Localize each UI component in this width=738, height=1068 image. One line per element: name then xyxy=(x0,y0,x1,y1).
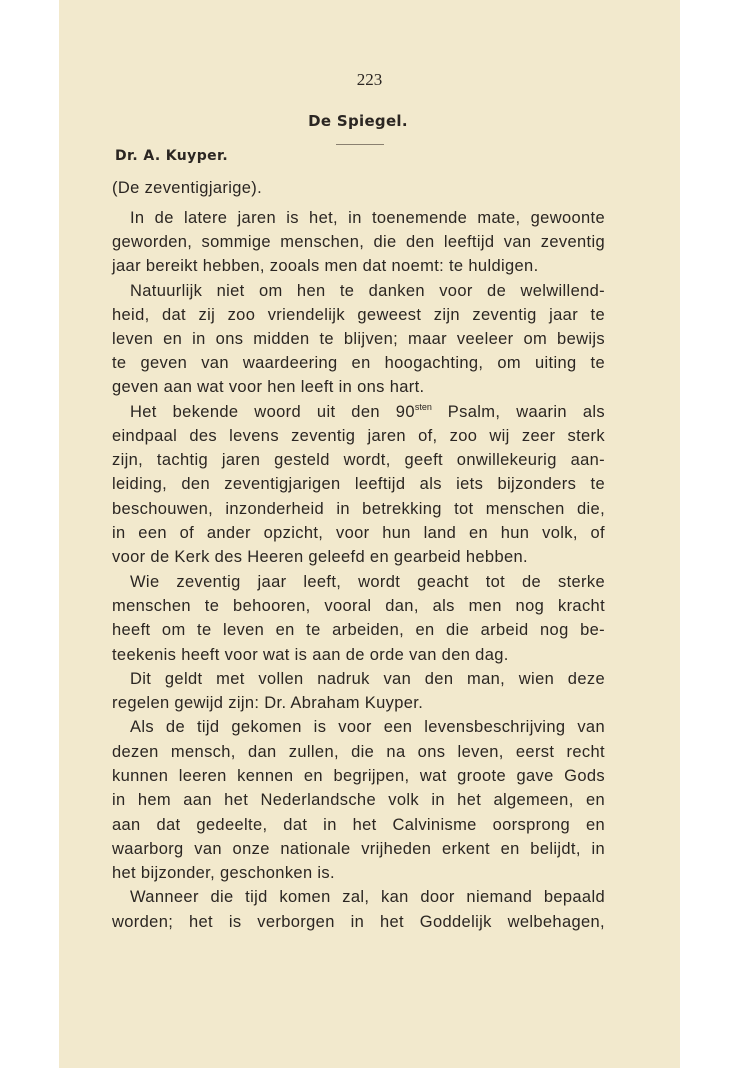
text-line: regelen gewijd zijn: Dr. Abraham Kuyper. xyxy=(112,694,424,712)
text-line: het bijzonder, geschonken is. xyxy=(112,864,335,882)
text-line: menschen te behooren, vooral dan, als men nog kracht xyxy=(112,597,605,615)
text-line: heid, dat zij zoo vriendelijk geweest zijn zeventig jaar te xyxy=(112,306,605,324)
psalm-superscript: sten xyxy=(414,402,432,412)
text-line: leiding, den zeventigjarigen leeftijd als iets bijzonders te xyxy=(112,475,605,493)
subtitle: (De zeventigjarige). xyxy=(112,179,263,197)
text-line: Natuurlijk niet om hen te danken voor de welwillend- xyxy=(130,282,605,300)
text-line: heeft om te leven en te arbeiden, en die arbeid nog be- xyxy=(112,621,605,639)
text-line: geworden, sommige menschen, die den leeftijd van zeventig xyxy=(112,233,605,251)
psalm-text-after: Psalm, waarin als xyxy=(447,403,605,421)
text-line: kunnen leeren kennen en begrijpen, wat groote gave Gods xyxy=(112,767,605,785)
chapter-heading: De Spiegel. xyxy=(308,112,408,130)
text-line: Als de tijd gekomen is voor een levensbeschrijving van xyxy=(130,718,605,736)
text-line: in hem aan het Nederlandsche volk in het algemeen, en xyxy=(112,791,605,809)
text-line: beschouwen, inzonderheid in betrekking tot menschen die, xyxy=(112,500,605,518)
text-line: eindpaal des levens zeventig jaren of, zoo wij zeer sterk xyxy=(112,427,605,445)
text-line: te geven van waardeering en hoogachting, om uiting te xyxy=(112,354,605,372)
text-line: In de latere jaren is het, in toenemende mate, gewoonte xyxy=(130,209,605,227)
text-line: voor de Kerk des Heeren geleefd en gearbeid hebben. xyxy=(112,548,528,566)
text-line: Dit geldt met vollen nadruk van den man, wien deze xyxy=(130,670,605,688)
text-line: leven en in ons midden te blijven; maar veeleer om bewijs xyxy=(112,330,605,348)
heading-divider xyxy=(336,144,384,145)
psalm-text-before: Het bekende woord uit den 90 xyxy=(130,403,415,421)
page-number: 223 xyxy=(356,70,383,89)
text-line: Wie zeventig jaar leeft, wordt geacht tot de sterke xyxy=(130,573,605,591)
text-line: waarborg van onze nationale vrijheden erkent en belijdt, in xyxy=(112,840,605,858)
text-line: Wanneer die tijd komen zal, kan door niemand bepaald xyxy=(130,888,605,906)
text-line: teekenis heeft voor wat is aan de orde van den dag. xyxy=(112,646,509,664)
text-line-psalm xyxy=(130,400,605,424)
text-line: geven aan wat voor hen leeft in ons hart. xyxy=(112,378,425,396)
book-page xyxy=(59,0,680,1068)
text-line: aan dat gedeelte, dat in het Calvinisme oorsprong en xyxy=(112,816,605,834)
text-line: dezen mensch, dan zullen, die na ons leven, eerst recht xyxy=(112,743,605,761)
section-author: Dr. A. Kuyper. xyxy=(115,148,229,164)
text-line: worden; het is verborgen in het Goddelijk welbehagen, xyxy=(112,913,605,931)
text-line: zijn, tachtig jaren gesteld wordt, geeft onwillekeurig aan- xyxy=(112,451,605,469)
text-line: jaar bereikt hebben, zooals men dat noemt: te huldigen. xyxy=(112,257,539,275)
text-line: in een of ander opzicht, voor hun land en hun volk, of xyxy=(112,524,605,542)
